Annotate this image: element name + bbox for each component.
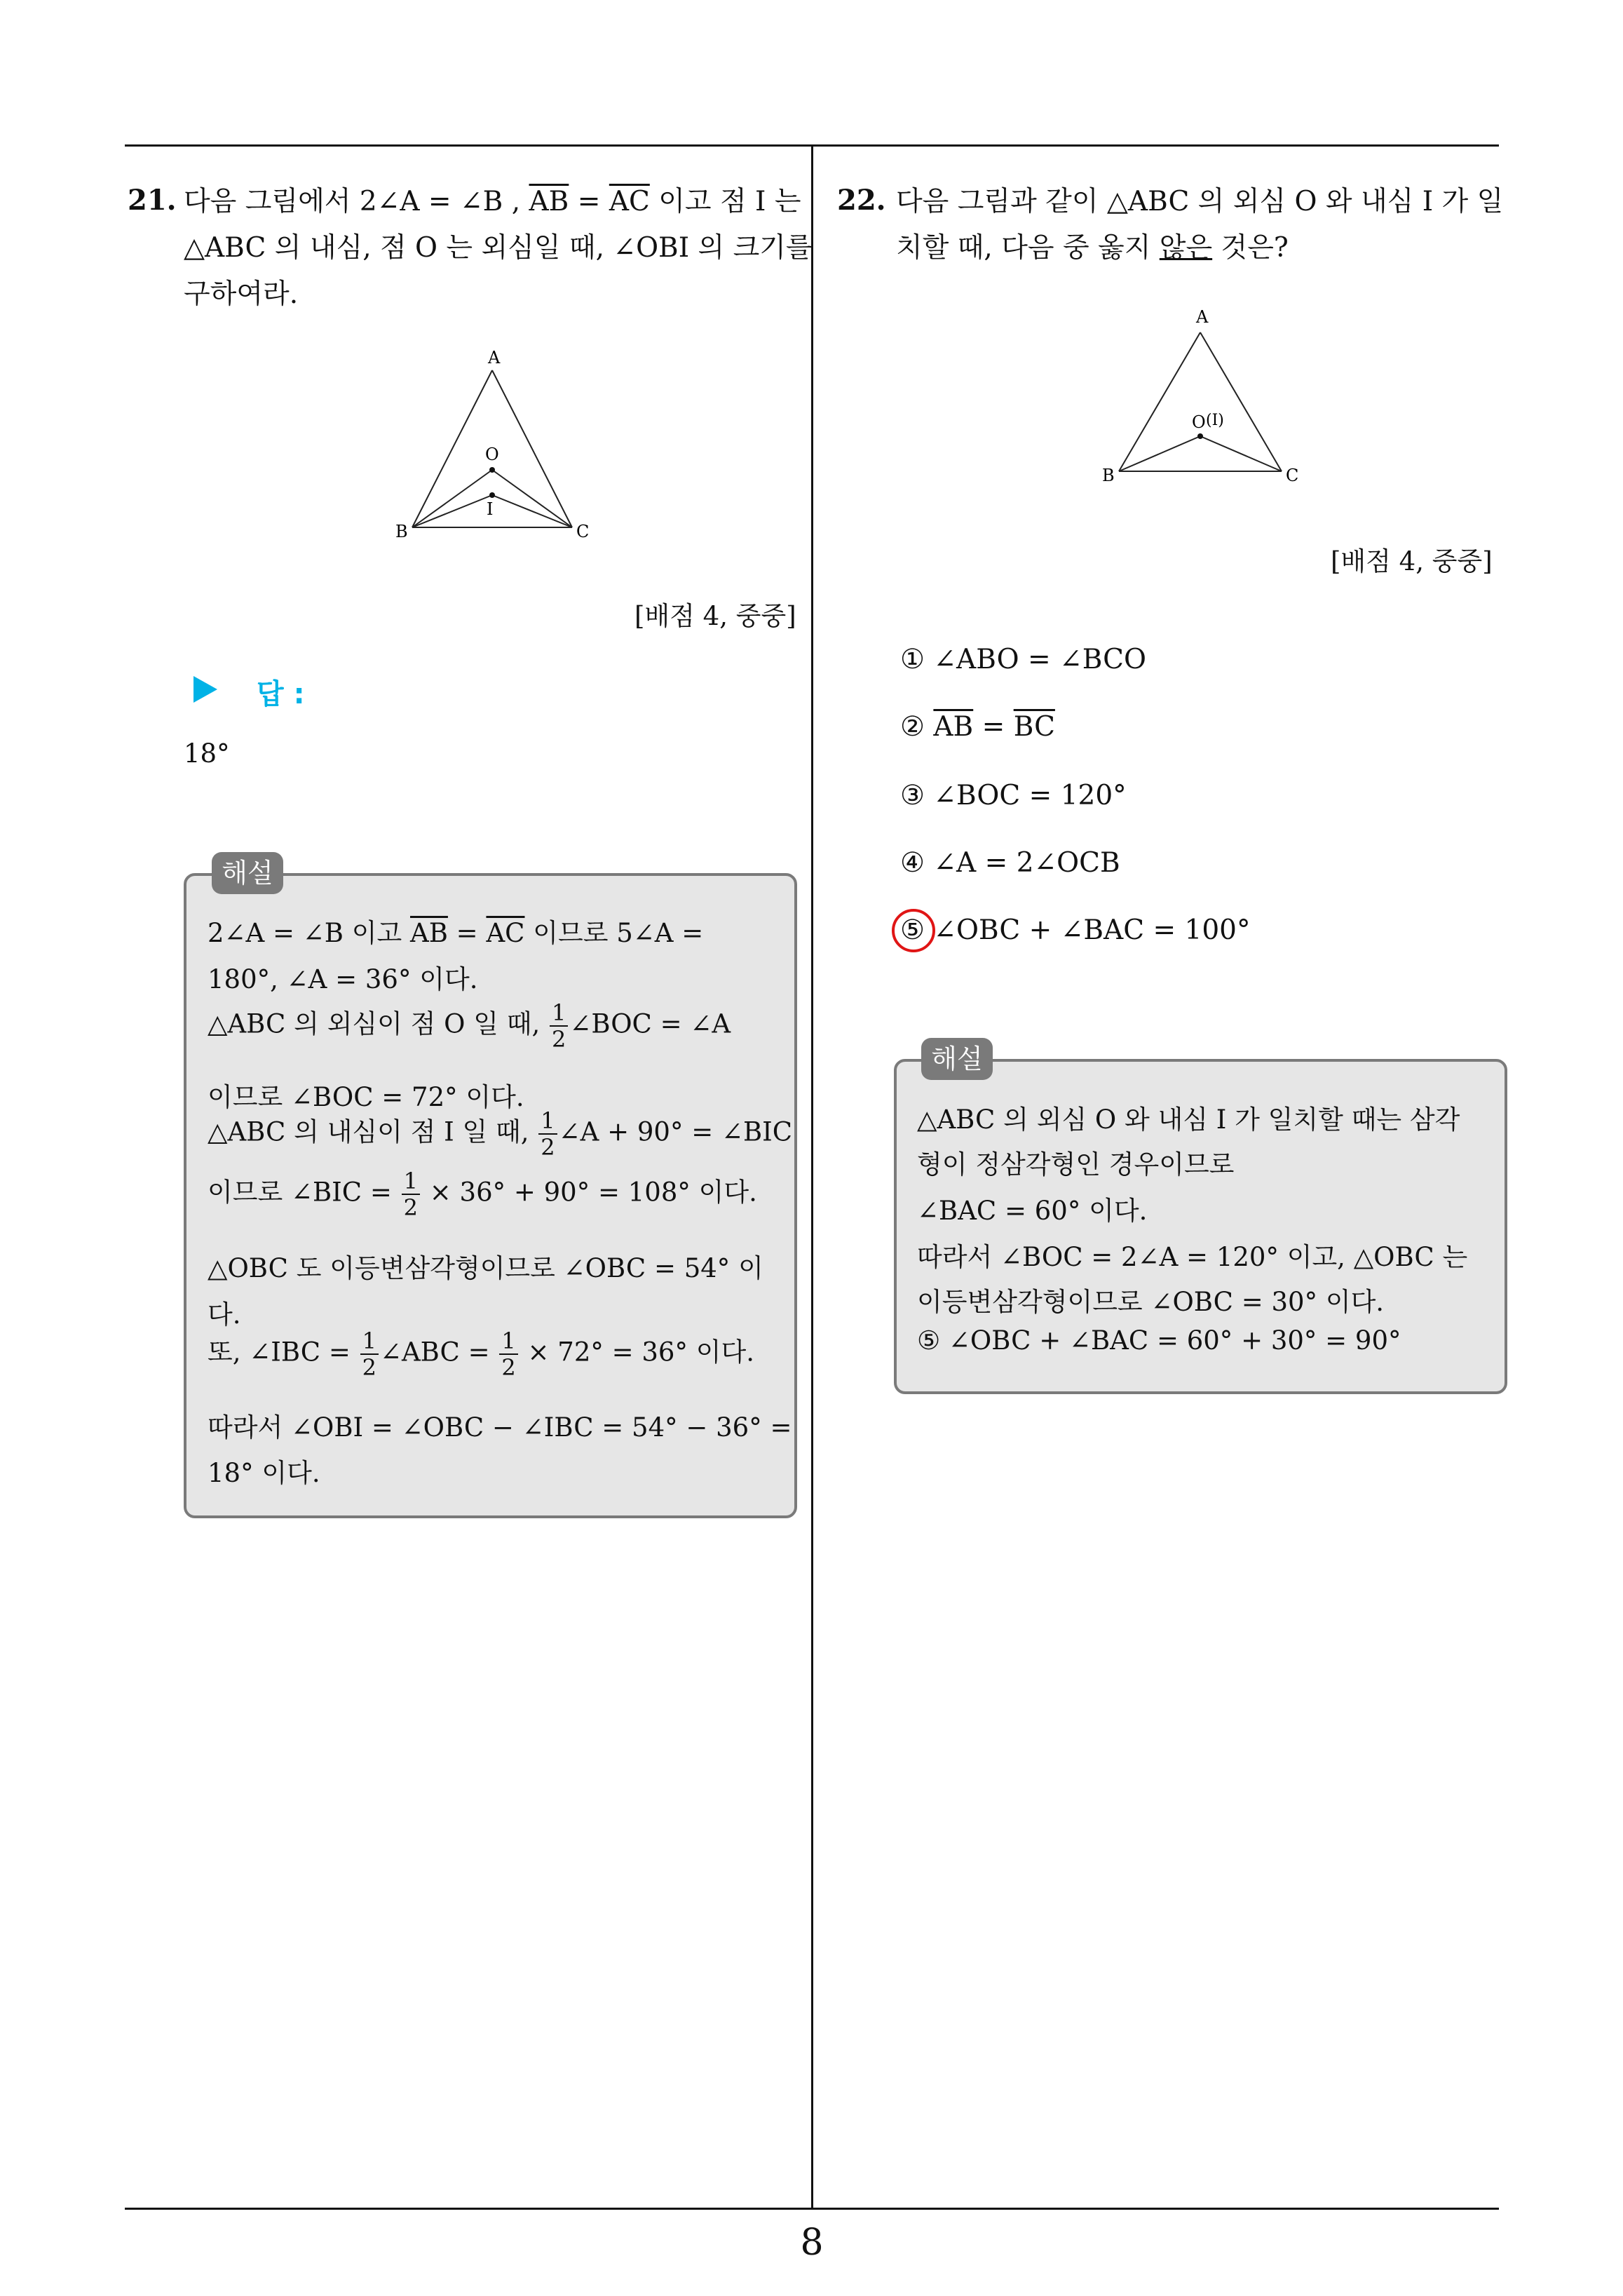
solution-line: 이등변삼각형이므로 ∠OBC = 30° 이다. bbox=[917, 1287, 1385, 1317]
solution-line: 18° 이다. bbox=[208, 1458, 320, 1488]
label-o: O bbox=[1192, 412, 1206, 432]
solution-line: 다. bbox=[208, 1299, 241, 1330]
score-meta: [배점 4, 중중] bbox=[634, 601, 796, 631]
column-divider bbox=[811, 144, 813, 2209]
solution-line: △ABC 의 내심이 점 I 일 때, $\frac{1}{2}$ ∠A + 90° = ∠BIC bbox=[208, 1107, 793, 1161]
solution-line: 형이 정삼각형인 경우이므로 bbox=[917, 1149, 1235, 1180]
solution-line: 또, ∠IBC = $\frac{1}{2}$ ∠ABC = $\frac{1}{2}$ × 72° = 36° 이다. bbox=[208, 1328, 754, 1381]
label-i: (I) bbox=[1206, 412, 1224, 429]
solution-line: ⑤ ∠OBC + ∠BAC = 60° + 30° = 90° bbox=[917, 1325, 1401, 1356]
label-i: I bbox=[487, 499, 494, 519]
label-a: A bbox=[488, 348, 501, 367]
label-a: A bbox=[1196, 307, 1209, 327]
question-number: 22. bbox=[837, 184, 886, 217]
fraction: $\frac{1}{2}$ bbox=[402, 1170, 420, 1219]
solution-line: ∠BAC = 60° 이다. bbox=[917, 1196, 1148, 1226]
fraction: $\frac{1}{2}$ bbox=[360, 1330, 379, 1379]
score-meta: [배점 4, 중중] bbox=[1331, 546, 1493, 576]
question-text-line-3: 구하여라. bbox=[184, 278, 299, 310]
solution-line: 따라서 ∠BOC = 2∠A = 120° 이고, △OBC 는 bbox=[917, 1242, 1468, 1272]
answer-arrow-icon bbox=[193, 676, 217, 703]
label-b: B bbox=[395, 522, 408, 541]
bottom-rule bbox=[125, 2208, 1499, 2210]
segment-ab: $\overline{AB}$ bbox=[529, 186, 569, 217]
question-text-line-1: 다음 그림에서 2∠A = ∠B , $\overline{AB} = \overline{AC}$ 이고 점 I 는 bbox=[184, 186, 801, 217]
solution-line: △OBC 도 이등변삼각형이므로 ∠OBC = 54° 이 bbox=[208, 1253, 763, 1283]
solution-line: △ABC 의 외심 O 와 내심 I 가 일치할 때는 삼각 bbox=[917, 1105, 1460, 1135]
question-text-line-2: 치할 때, 다음 중 옳지 않은 것은? bbox=[896, 232, 1289, 264]
question-text-line-2: △ABC 의 내심, 점 O 는 외심일 때, ∠OBI 의 크기를 bbox=[184, 232, 813, 264]
solution-line: △ABC 의 외심이 점 O 일 때, $\frac{1}{2}$ ∠BOC = ∠A bbox=[208, 999, 731, 1053]
choice-4[interactable]: ④ ∠A = 2∠OCB bbox=[900, 847, 1120, 879]
segment-ac: $\overline{AC}$ bbox=[609, 186, 650, 217]
page-number: 8 bbox=[800, 2222, 824, 2264]
fraction: $\frac{1}{2}$ bbox=[550, 1001, 568, 1051]
solution-tag: 해설 bbox=[921, 1038, 993, 1080]
solution-line: 이므로 ∠BIC = $\frac{1}{2}$ × 36° + 90° = 108° 이다. bbox=[208, 1168, 757, 1221]
label-c: C bbox=[1286, 466, 1299, 485]
solution-line: 180°, ∠A = 36° 이다. bbox=[208, 964, 478, 994]
fraction: $\frac{1}{2}$ bbox=[499, 1330, 517, 1379]
choice-2[interactable]: ② $\overline{AB} = \overline{BC}$ bbox=[900, 711, 1055, 743]
answer-label: 답 : bbox=[257, 678, 305, 710]
solution-line: 따라서 ∠OBI = ∠OBC − ∠IBC = 54° − 36° = bbox=[208, 1412, 792, 1443]
choice-3[interactable]: ③ ∠BOC = 120° bbox=[900, 780, 1127, 811]
solution-line: 이므로 ∠BOC = 72° 이다. bbox=[208, 1082, 524, 1112]
answer-value: 18° bbox=[184, 738, 230, 769]
solution-line: 2∠A = ∠B 이고 $\overline{AB} = \overline{AC}$ 이므로 5∠A = bbox=[208, 918, 704, 948]
label-c: C bbox=[576, 522, 590, 541]
question-text-line-1: 다음 그림과 같이 △ABC 의 외심 O 와 내심 I 가 일 bbox=[896, 186, 1504, 217]
fraction: $\frac{1}{2}$ bbox=[538, 1109, 557, 1159]
label-o: O bbox=[485, 445, 499, 464]
choice-5[interactable]: ⑤ ∠OBC + ∠BAC = 100° bbox=[900, 914, 1251, 946]
underlined-not: 않은 bbox=[1159, 232, 1213, 264]
triangle-figure-22 bbox=[1094, 302, 1304, 491]
triangle-figure-21 bbox=[379, 344, 603, 547]
label-b: B bbox=[1102, 466, 1115, 485]
solution-tag: 해설 bbox=[212, 852, 283, 894]
choice-1[interactable]: ① ∠ABO = ∠BCO bbox=[900, 644, 1146, 675]
question-number: 21. bbox=[128, 184, 177, 217]
